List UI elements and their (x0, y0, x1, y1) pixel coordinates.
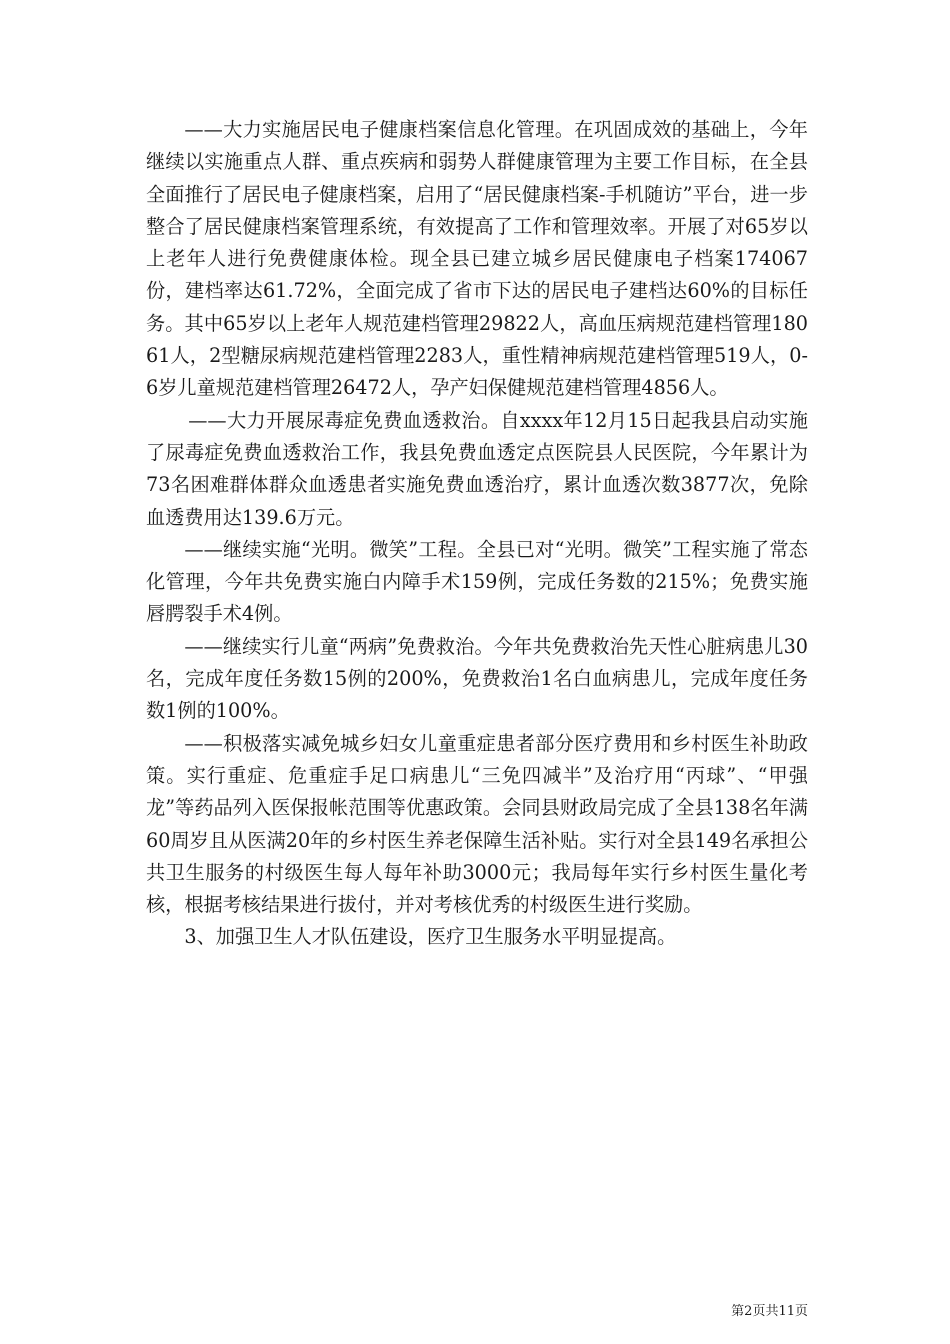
paragraph-dialysis: ——大力开展尿毒症免费血透救治。自xxxx年12月15日起我县启动实施了尿毒症免费血透救治工作，我县免费血透定点医院县人民医院，今年累计为73名困难群体群众血透患者实施免费血透治疗，累计血透次数3877次，免除血透费用达139.6万元。 (146, 408, 808, 529)
paragraph-medical-subsidy: ——积极落实减免城乡妇女儿童重症患者部分医疗费用和乡村医生补助政策。实行重症、危重症手足口病患儿“三免四减半”及治疗用“丙球”、“甲强龙”等药品列入医保报帐范围等优惠政策。会同县财政局完成了全县138名年满60周岁且从医满20年的乡村医生养老保障生活补贴。实行对全县149名承担公共卫生服务的村级医生每人每年补助3000元；我局每年实行乡村医生量化考核，根据考核结果进行拔付，并对考核优秀的村级医生进行奖励。 (146, 731, 808, 917)
paragraph-health-records: ——大力实施居民电子健康档案信息化管理。在巩固成效的基础上，今年继续以实施重点人群、重点疾病和弱势人群健康管理为主要工作目标，在全县全面推行了居民电子健康档案，启用了“居民健康档案-手机随访”平台，进一步整合了居民健康档案管理系统，有效提高了工作和管理效率。开展了对65岁以上老年人进行免费健康体检。现全县已建立城乡居民健康电子档案174067份，建档率达61.72%，全面完成了省市下达的居民电子建档达60%的目标任务。其中65岁以上老年人规范建档管理29822人，高血压病规范建档管理18061人，2型糖尿病规范建档管理2283人，重性精神病规范建档管理519人，0-6岁儿童规范建档管理26472人，孕产妇保健规范建档管理4856人。 (146, 118, 808, 400)
paragraph-section-heading: 3、加强卫生人才队伍建设，医疗卫生服务水平明显提高。 (184, 925, 677, 949)
paragraph-brightness-smile: ——继续实施“光明。微笑”工程。全县已对“光明。微笑”工程实施了常态化管理，今年共免费实施白内障手术159例，完成任务数的215%；免费实施唇腭裂手术4例。 (146, 537, 808, 626)
paragraph-children-diseases: ——继续实行儿童“两病”免费救治。今年共免费救治先天性心脏病患儿30名，完成年度任务数15例的200%，免费救治1名白血病患儿，完成年度任务数1例的100%。 (146, 634, 808, 723)
document-body (146, 114, 808, 954)
page-number-footer: 第2页共11页 (731, 1304, 808, 1319)
